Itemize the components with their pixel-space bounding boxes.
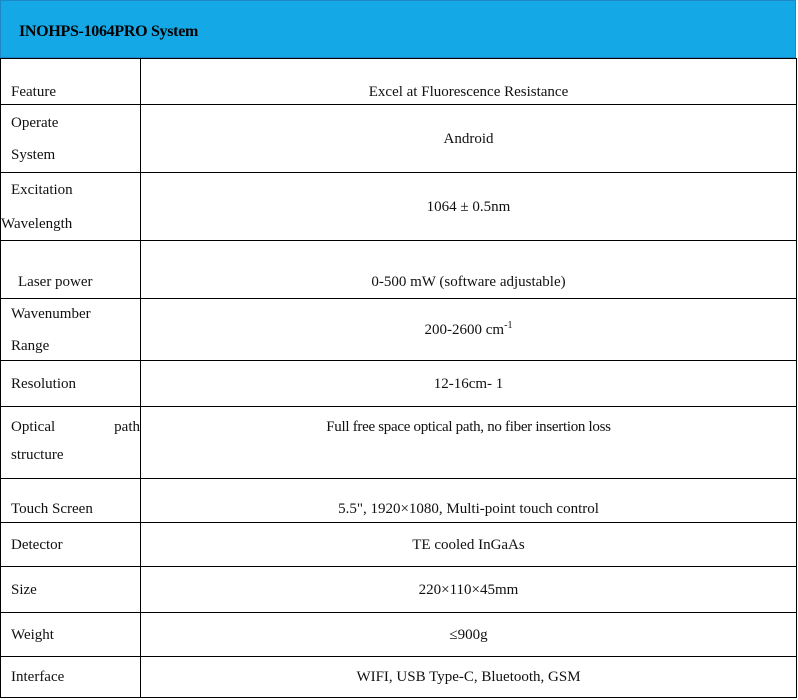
row-value-text: Full free space optical path, no fiber insertion loss xyxy=(326,419,611,435)
row-value-text: Android xyxy=(443,130,494,147)
row-label xyxy=(1,523,141,567)
row-value-text: 1064 ± 0.5nm xyxy=(426,198,511,215)
row-label-text: Size xyxy=(11,581,37,598)
row-value xyxy=(141,241,797,299)
row-value xyxy=(141,299,797,361)
row-label xyxy=(1,479,141,523)
row-value xyxy=(141,479,797,523)
row-value-text: 0-500 mW (software adjustable) xyxy=(371,274,566,290)
row-value-text: 200-2600 cm xyxy=(424,321,505,338)
row-value xyxy=(141,361,797,407)
spec-table xyxy=(0,58,797,698)
row-label-word: Optical xyxy=(11,419,56,435)
table-row-optical-path-structure xyxy=(1,407,797,479)
row-value xyxy=(141,657,797,698)
row-label-text: Interface xyxy=(11,669,65,685)
row-label xyxy=(1,613,141,657)
row-value xyxy=(141,523,797,567)
row-value-text: 5.5", 1920×1080, Multi-point touch control xyxy=(338,501,599,517)
table-row-touch-screen xyxy=(1,479,797,523)
row-label-text: Touch Screen xyxy=(11,501,93,517)
row-value-text: 220×110×45mm xyxy=(418,581,519,598)
row-label-line1: Wavenumber xyxy=(11,305,91,322)
table-row-resolution xyxy=(1,361,797,407)
row-label-text: Weight xyxy=(11,626,54,643)
row-label xyxy=(1,173,141,241)
row-value-superscript: -1 xyxy=(504,319,513,331)
row-value xyxy=(141,59,797,105)
row-label-line2: Range xyxy=(11,337,50,354)
row-label xyxy=(1,657,141,698)
row-value xyxy=(141,567,797,613)
row-label xyxy=(1,567,141,613)
table-row-size xyxy=(1,567,797,613)
row-value-text: Excel at Fluorescence Resistance xyxy=(368,84,569,100)
table-title: INOHPS-1064PRO System xyxy=(19,23,199,40)
row-label-text: Laser power xyxy=(18,274,93,290)
row-value-text: ≤900g xyxy=(449,626,488,643)
row-value-text: 12-16cm- 1 xyxy=(433,375,504,392)
row-label-text: Resolution xyxy=(11,375,77,392)
table-row-feature xyxy=(1,59,797,105)
row-label-text: Feature xyxy=(11,84,56,100)
table-row-wavenumber-range xyxy=(1,299,797,361)
row-label xyxy=(1,407,141,479)
row-label xyxy=(1,299,141,361)
row-label xyxy=(1,59,141,105)
row-label-line2: structure xyxy=(11,447,64,463)
table-row-operate-system xyxy=(1,105,797,173)
table-title-banner xyxy=(0,0,796,58)
row-label-line2: System xyxy=(11,146,56,163)
table-row-detector xyxy=(1,523,797,567)
row-label xyxy=(1,241,141,299)
table-row-weight xyxy=(1,613,797,657)
row-label-word: path xyxy=(114,419,140,435)
row-label-text: Detector xyxy=(11,536,63,553)
row-label-line2: Wavelength xyxy=(1,215,73,232)
row-value-text: WIFI, USB Type-C, Bluetooth, GSM xyxy=(356,669,581,685)
table-row-interface xyxy=(1,657,797,698)
table-row-laser-power xyxy=(1,241,797,299)
row-label xyxy=(1,105,141,173)
row-value xyxy=(141,173,797,241)
row-value xyxy=(141,105,797,173)
row-value xyxy=(141,407,797,479)
row-value xyxy=(141,613,797,657)
row-label xyxy=(1,361,141,407)
row-label-line1 xyxy=(1,413,140,441)
row-label-line1: Excitation xyxy=(11,181,73,198)
table-row-excitation-wavelength xyxy=(1,173,797,241)
row-value-text: TE cooled InGaAs xyxy=(412,536,525,553)
row-label-line1: Operate xyxy=(11,114,59,131)
